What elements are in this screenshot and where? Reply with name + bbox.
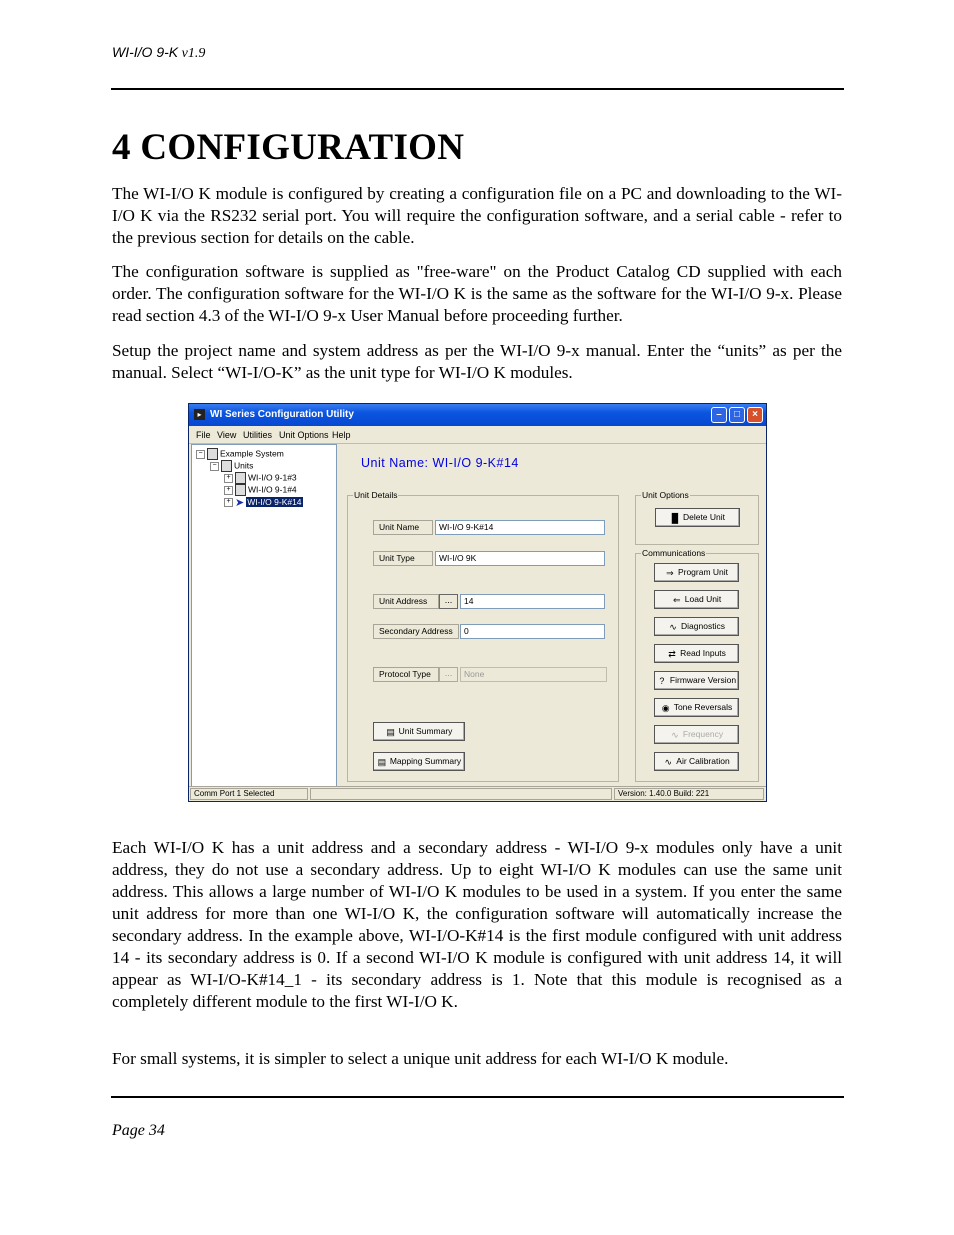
summary-icon: ▤ — [386, 726, 395, 737]
unit-summary-button[interactable] — [373, 722, 465, 741]
tree-item[interactable] — [224, 472, 297, 484]
diagnostics-button[interactable] — [654, 617, 739, 636]
minimize-icon[interactable]: – — [711, 407, 727, 423]
group-label: Communications — [642, 548, 706, 558]
unit-type-label: Unit Type — [373, 551, 433, 566]
doc-version: v1.9 — [181, 46, 206, 61]
collapse-icon[interactable]: − — [210, 462, 219, 471]
group-label: Unit Details — [354, 490, 398, 500]
tree-item-label: WI-I/O 9-K#14 — [247, 496, 302, 507]
mapping-summary-button[interactable] — [373, 752, 465, 771]
delete-unit-button[interactable] — [655, 508, 740, 527]
program-unit-label: Program Unit — [677, 567, 729, 577]
window-titlebar — [189, 404, 766, 426]
menu-file[interactable]: File — [196, 430, 211, 440]
unit-address-label: Unit Address — [373, 594, 439, 609]
mapping-icon: ▤ — [377, 756, 387, 767]
tone-reversals-label: Tone Reversals — [673, 702, 733, 712]
paragraph-1: The WI-I/O K module is configured by creating a configuration file on a PC and downloading to the WI-I/O K via the RS232 serial port. You will require the configuration software, and a serial cable - refer to the previous section for details on the cable. — [112, 184, 842, 247]
menu-unit-options[interactable]: Unit Options — [279, 430, 329, 440]
protocol-type-input[interactable]: None — [460, 667, 607, 682]
load-unit-label: Load Unit — [684, 594, 722, 604]
status-comm-port: Comm Port 1 Selected — [190, 788, 308, 800]
unit-icon — [235, 472, 246, 484]
expand-icon[interactable]: + — [224, 474, 233, 483]
frequency-label: Frequency — [682, 729, 724, 739]
communications-group — [635, 548, 759, 782]
tone-reversals-button[interactable] — [654, 698, 739, 717]
protocol-browse-button[interactable]: ... — [439, 667, 458, 682]
unit-name-label: Unit Name — [373, 520, 433, 535]
read-inputs-label: Read Inputs — [680, 648, 726, 658]
unit-type-input[interactable]: WI-I/O 9K — [435, 551, 605, 566]
footer-rule — [111, 1096, 844, 1098]
paragraph-2: The configuration software is supplied as "free-ware" on the Product Catalog CD supplied with each order. The configuration software for the WI-I/O K is the same as the software for the WI-I/O 9-x. Please read section 4.3 of the WI-I/O 9-x User Manual before proceeding further. — [112, 262, 842, 325]
status-bar — [189, 786, 766, 801]
paragraph-4: Each WI-I/O K has a unit address and a secondary address - WI-I/O 9-x modules only have a unit address, they do not use a secondary address. Up to eight WI-I/O K modules can use the same unit address. This allows a large number of WI-I/O K modules to be used in a system. If you enter the same unit address for more than one WI-I/O K, the configuration software will automatically increase the secondary address. In the example above, WI-I/O-K#14 is the first module configured with unit address 14 - its secondary address is 0. If a second WI-I/O K module is configured with unit address 14, it will appear as WI-I/O-K#14_1 - its secondary address is 1. Note that this module is recognised as a completely different module to the first WI-I/O K. — [112, 838, 842, 1011]
read-inputs-icon: ⇄ — [668, 648, 676, 659]
selected-arrow-icon: ➤ — [235, 497, 245, 509]
load-icon: ⇐ — [673, 594, 681, 605]
tree-item-label: WI-I/O 9-1#3 — [248, 472, 297, 483]
secondary-address-input[interactable]: 0 — [460, 624, 605, 639]
tree-units-label: Units — [234, 460, 254, 471]
read-inputs-button[interactable] — [654, 644, 739, 663]
app-icon: ▸ — [194, 409, 205, 420]
paragraph-3: Setup the project name and system address as per the WI-I/O 9-x manual. Enter the “units” as per the manual. Select “WI-I/O-K” as the unit type for WI-I/O K modules. — [112, 341, 842, 382]
tone-icon: ◉ — [661, 702, 670, 713]
section-heading: 4 CONFIGURATION — [112, 127, 465, 168]
window-title: WI Series Configuration Utility — [210, 409, 354, 420]
maximize-icon[interactable]: □ — [729, 407, 745, 423]
expand-icon[interactable]: + — [224, 498, 233, 507]
header-rule — [111, 88, 844, 90]
program-icon: ⇒ — [666, 567, 674, 578]
unit-icon — [235, 484, 246, 496]
air-calibration-button[interactable] — [654, 752, 739, 771]
firmware-version-label: Firmware Version — [669, 675, 737, 685]
status-version: Version: 1.40.0 Build: 221 — [614, 788, 764, 800]
expand-icon[interactable]: + — [224, 486, 233, 495]
delete-unit-label: Delete Unit — [682, 512, 726, 522]
page-number: Page 34 — [112, 1122, 165, 1139]
mapping-summary-label: Mapping Summary — [389, 756, 462, 766]
paragraph-5: For small systems, it is simpler to select a unique unit address for each WI-I/O K module. — [112, 1049, 729, 1068]
tree-root-label: Example System — [220, 448, 284, 459]
air-calibration-label: Air Calibration — [676, 756, 730, 766]
units-icon — [221, 460, 232, 472]
menu-help[interactable]: Help — [332, 430, 351, 440]
unit-address-browse-button[interactable]: ... — [439, 594, 458, 609]
tree-item-label: WI-I/O 9-1#4 — [248, 484, 297, 495]
close-icon[interactable]: × — [747, 407, 763, 423]
firmware-icon: ? — [659, 675, 665, 686]
frequency-button[interactable] — [654, 725, 739, 744]
tree-item-selected[interactable] — [224, 496, 303, 509]
doc-title: WI-I/O 9-K — [112, 44, 179, 60]
frequency-icon: ∿ — [671, 729, 679, 740]
program-unit-button[interactable] — [654, 563, 739, 582]
trash-icon: █ — [671, 512, 679, 523]
tree-item[interactable] — [224, 484, 297, 496]
tree-root[interactable] — [196, 448, 284, 460]
config-utility-window — [188, 403, 767, 802]
unit-name-input[interactable]: WI-I/O 9-K#14 — [435, 520, 605, 535]
menu-utilities[interactable]: Utilities — [243, 430, 273, 440]
group-label: Unit Options — [642, 490, 689, 500]
system-icon — [207, 448, 218, 460]
secondary-address-label: Secondary Address — [373, 624, 459, 639]
unit-name-heading: Unit Name: WI-I/O 9-K#14 — [361, 456, 519, 470]
menu-bar — [189, 426, 766, 444]
calibration-icon: ∿ — [664, 756, 673, 767]
unit-tree — [191, 444, 337, 787]
status-blank — [310, 788, 612, 800]
unit-address-input[interactable]: 14 — [460, 594, 605, 609]
tree-units[interactable] — [210, 460, 253, 472]
protocol-type-label: Protocol Type — [373, 667, 439, 682]
diagnostics-label: Diagnostics — [681, 621, 725, 631]
firmware-version-button[interactable] — [654, 671, 739, 690]
unit-summary-label: Unit Summary — [398, 726, 453, 736]
collapse-icon[interactable]: − — [196, 450, 205, 459]
menu-view[interactable]: View — [217, 430, 237, 440]
diagnostics-icon: ∿ — [669, 621, 677, 632]
running-header — [112, 44, 205, 62]
load-unit-button[interactable] — [654, 590, 739, 609]
